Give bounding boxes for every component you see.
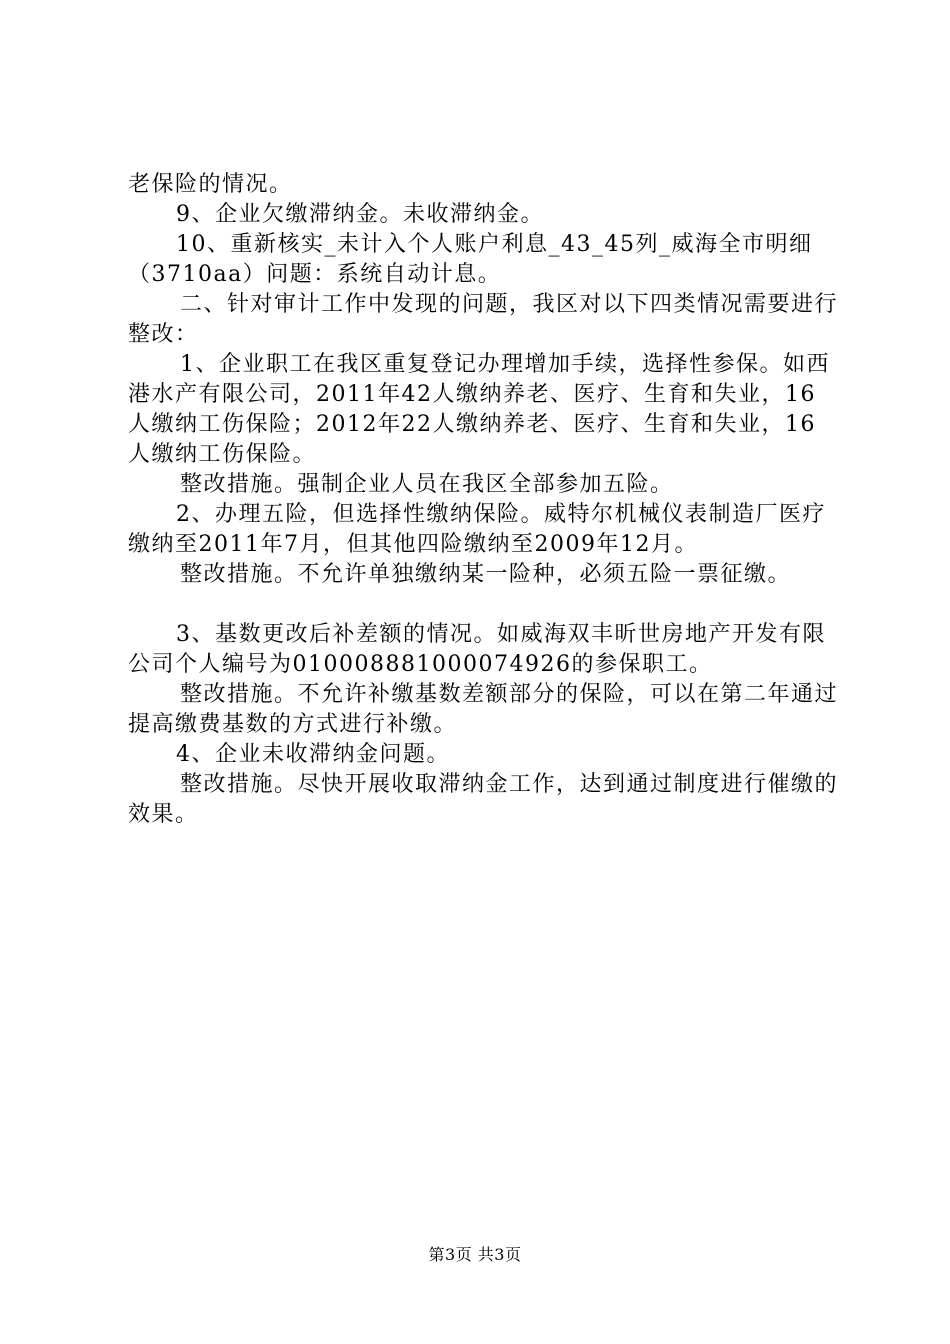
issue-3: 3、基数更改后补差额的情况。如威海双丰昕世房地产开发有限公司个人编号为010008881000074926的参保职工。 [128,622,826,677]
paragraph-item-9: 9、企业欠缴滞纳金。未收滞纳金。 [176,202,544,227]
measure-4: 整改措施。尽快开展收取滞纳金工作，达到通过制度进行催缴的效果。 [128,772,839,827]
document-body [128,170,838,830]
blank-line [128,590,838,620]
paragraph-item-10: 10、重新核实_未计入个人账户利息_43_45列_威海全市明细（3710aa）问题：系统自动计息。 [128,232,813,287]
issue-4: 4、企业未收滞纳金问题。 [176,742,450,767]
measure-1: 整改措施。强制企业人员在我区全部参加五险。 [180,472,674,497]
issue-1: 1、企业职工在我区重复登记办理增加手续，选择性参保。如西港水产有限公司，2011年42人缴纳养老、医疗、生育和失业，16人缴纳工伤保险；2012年22人缴纳养老、医疗、生育和失业，16人缴纳工伤保险。 [128,352,830,467]
measure-3: 整改措施。不允许补缴基数差额部分的保险，可以在第二年通过提高缴费基数的方式进行补缴。 [128,682,839,737]
measure-2: 整改措施。不允许单独缴纳某一险种，必须五险一票征缴。 [180,562,792,587]
section-heading-two: 二、针对审计工作中发现的问题，我区对以下四类情况需要进行整改： [128,292,839,347]
paragraph-continuation: 老保险的情况。 [128,172,293,197]
page-footer: 第3页 共3页 [428,1245,522,1264]
issue-2: 2、办理五险，但选择性缴纳保险。威特尔机械仪表制造厂医疗缴纳至2011年7月，但其他四险缴纳至2009年12月。 [128,502,826,557]
